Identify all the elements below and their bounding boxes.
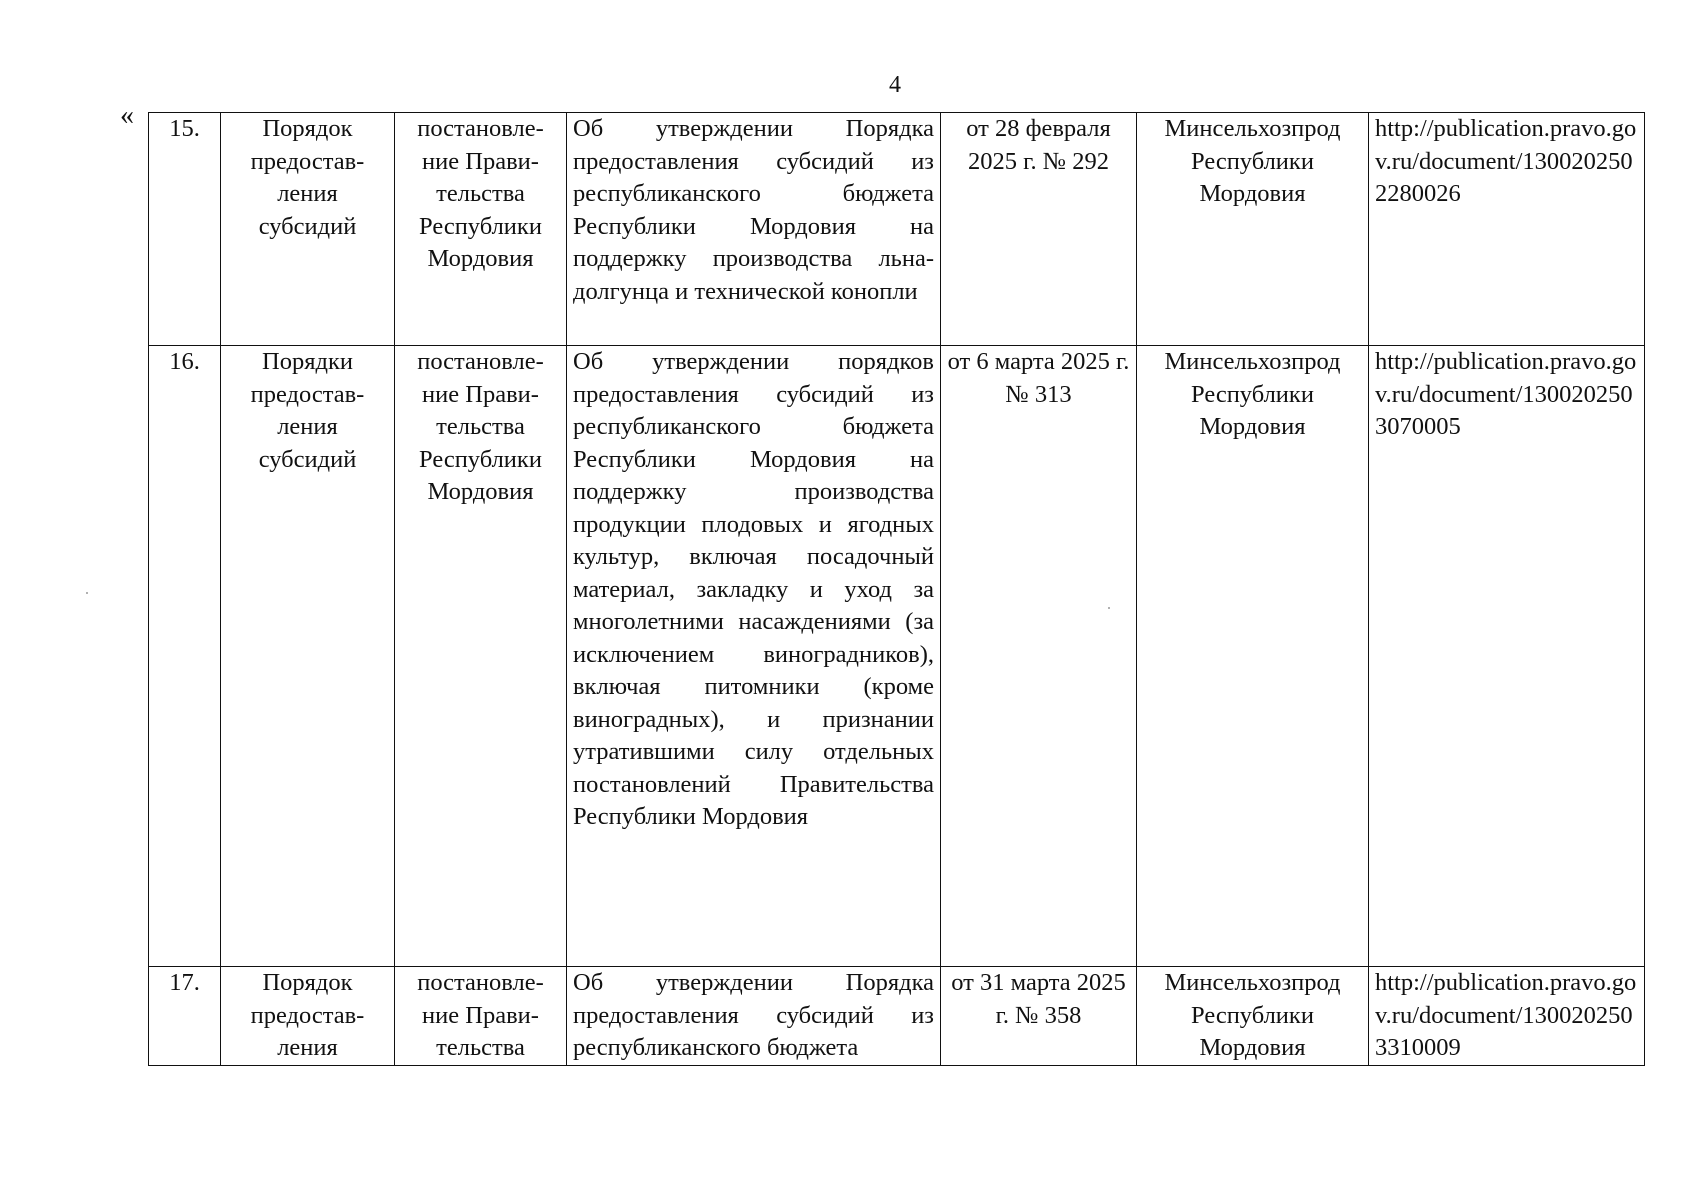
publication-link[interactable]: http://publication.pravo.gov.ru/document/1300202502280026 xyxy=(1369,113,1645,346)
document-date: от 6 марта 2025 г. № 313 xyxy=(941,346,1137,967)
document-date: от 31 марта 2025 г. № 358 xyxy=(941,967,1137,1066)
publication-link[interactable]: http://publication.pravo.gov.ru/document/1300202503310009 xyxy=(1369,967,1645,1066)
scan-speck xyxy=(1108,607,1110,609)
page-number: 4 xyxy=(889,72,901,98)
document-title: Об утверждении Порядка предоставления субсидий из республиканского бюджета Республики Мордовия на поддержку производства льна-долгунца и технической конопли xyxy=(567,113,941,346)
row-number: 16. xyxy=(149,346,221,967)
table-row xyxy=(149,967,1645,1066)
document-kind: постановле-ние Прави-тельства Республики Мордовия xyxy=(395,113,567,346)
document-type: Порядки предостав-ления субсидий xyxy=(221,346,395,967)
responsible-organization: Минсельхозпрод Республики Мордовия xyxy=(1137,346,1369,967)
table-row xyxy=(149,113,1645,346)
scan-speck xyxy=(86,592,88,594)
table-row xyxy=(149,346,1645,967)
document-type: Порядок предостав-ления субсидий xyxy=(221,113,395,346)
responsible-organization: Минсельхозпрод Республики Мордовия xyxy=(1137,113,1369,346)
row-number: 17. xyxy=(149,967,221,1066)
document-date: от 28 февраля 2025 г. № 292 xyxy=(941,113,1137,346)
publication-link[interactable]: http://publication.pravo.gov.ru/document/1300202503070005 xyxy=(1369,346,1645,967)
document-type: Порядок предостав-ления xyxy=(221,967,395,1066)
row-number: 15. xyxy=(149,113,221,346)
registry-table xyxy=(148,112,1645,1066)
responsible-organization: Минсельхозпрод Республики Мордовия xyxy=(1137,967,1369,1066)
document-kind: постановле-ние Прави-тельства Республики Мордовия xyxy=(395,346,567,967)
document-title: Об утверждении порядков предоставления субсидий из республиканского бюджета Республики Мордовия на поддержку производства продукции плодовых и ягодных культур, включая посадочный материал, закладку и уход за многолетними насаждениями (за исключением виноградников), включая питомники (кроме виноградных), и признании утратившими силу отдельных постановлений Правительства Республики Мордовия xyxy=(567,346,941,967)
opening-quote: « xyxy=(120,100,134,131)
document-title: Об утверждении Порядка предоставления субсидий из республиканского бюджета xyxy=(567,967,941,1066)
document-kind: постановле-ние Прави-тельства xyxy=(395,967,567,1066)
